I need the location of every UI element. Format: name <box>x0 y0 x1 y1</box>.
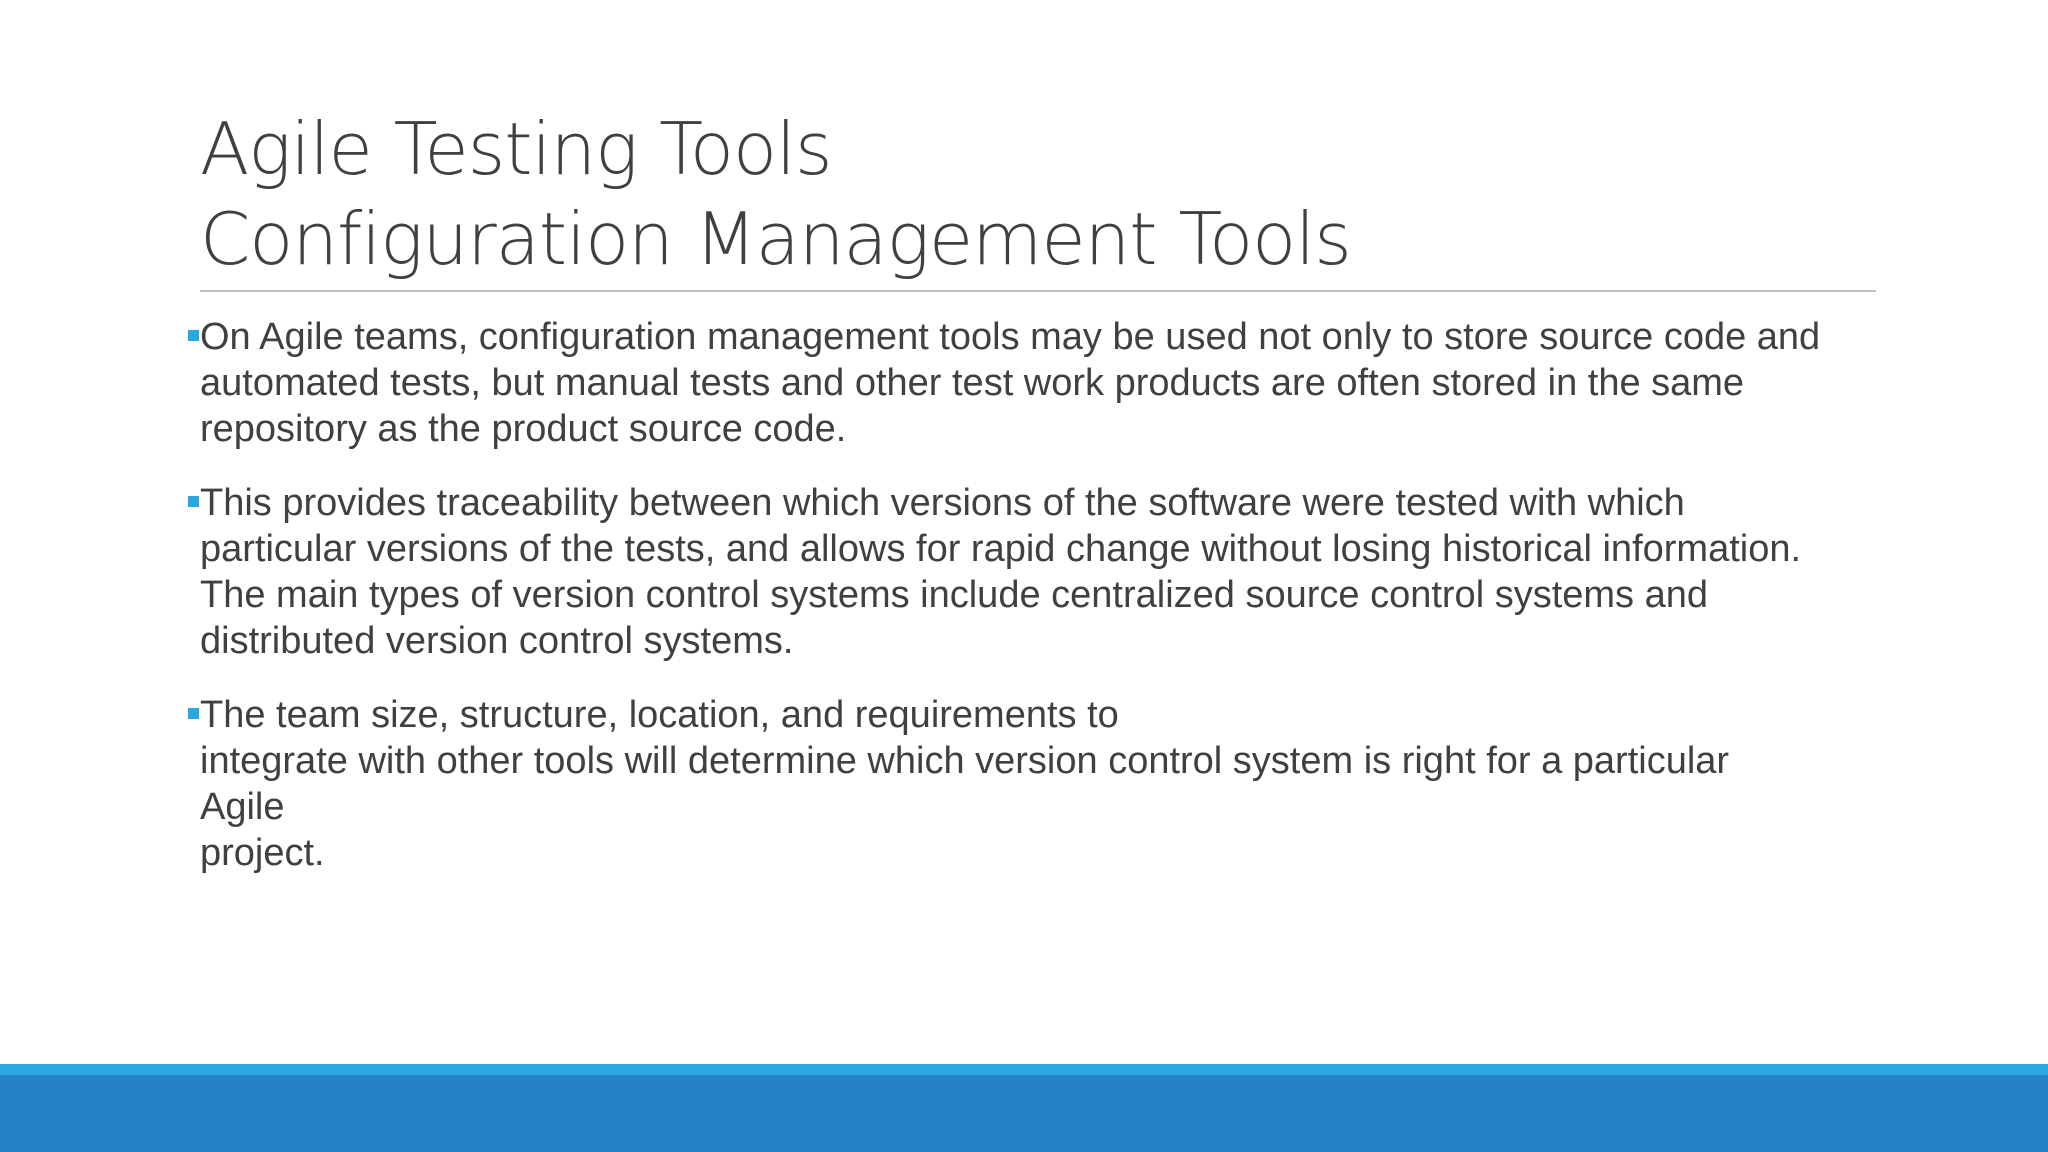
bullet-item-2 <box>186 480 1886 664</box>
bullet-item-1 <box>186 314 1886 452</box>
footer-bar <box>0 1075 2048 1152</box>
bullet-2-line-3: The main types of version control systems include centralized source control systems and <box>200 574 1708 616</box>
square-bullet-icon <box>188 708 199 719</box>
slide-title <box>200 104 1876 284</box>
square-bullet-icon <box>188 496 199 507</box>
title-line-1: Agile Testing Tools <box>200 107 832 191</box>
bullet-1-line-1: On Agile teams, configuration management tools may be used not only to store source code and <box>200 316 1821 358</box>
bullet-item-3 <box>186 692 1886 876</box>
bullet-3-line-2: integrate with other tools will determine which version control system is right for a particular <box>200 740 1730 782</box>
bullet-3-line-4: project. <box>200 832 325 874</box>
bullet-text-1 <box>200 314 1886 452</box>
bullet-1-line-3: repository as the product source code. <box>200 408 847 450</box>
square-bullet-icon <box>188 330 199 341</box>
bullet-2-line-2: particular versions of the tests, and allows for rapid change without losing historical information. <box>200 528 1802 570</box>
bullet-2-line-1: This provides traceability between which versions of the software were tested with which <box>200 482 1685 524</box>
bullet-text-3 <box>200 692 1886 876</box>
bullet-3-line-1: The team size, structure, location, and requirements to <box>200 694 1119 736</box>
bullet-2-line-4: distributed version control systems. <box>200 620 794 662</box>
title-line-2: Configuration Management Tools <box>200 197 1351 281</box>
title-divider <box>200 290 1876 292</box>
bullet-text-2 <box>200 480 1886 664</box>
bullet-list <box>186 314 1886 904</box>
footer-accent-stripe <box>0 1064 2048 1075</box>
bullet-1-line-2: automated tests, but manual tests and other test work products are often stored in the same <box>200 362 1745 404</box>
bullet-3-line-3: Agile <box>200 786 285 828</box>
